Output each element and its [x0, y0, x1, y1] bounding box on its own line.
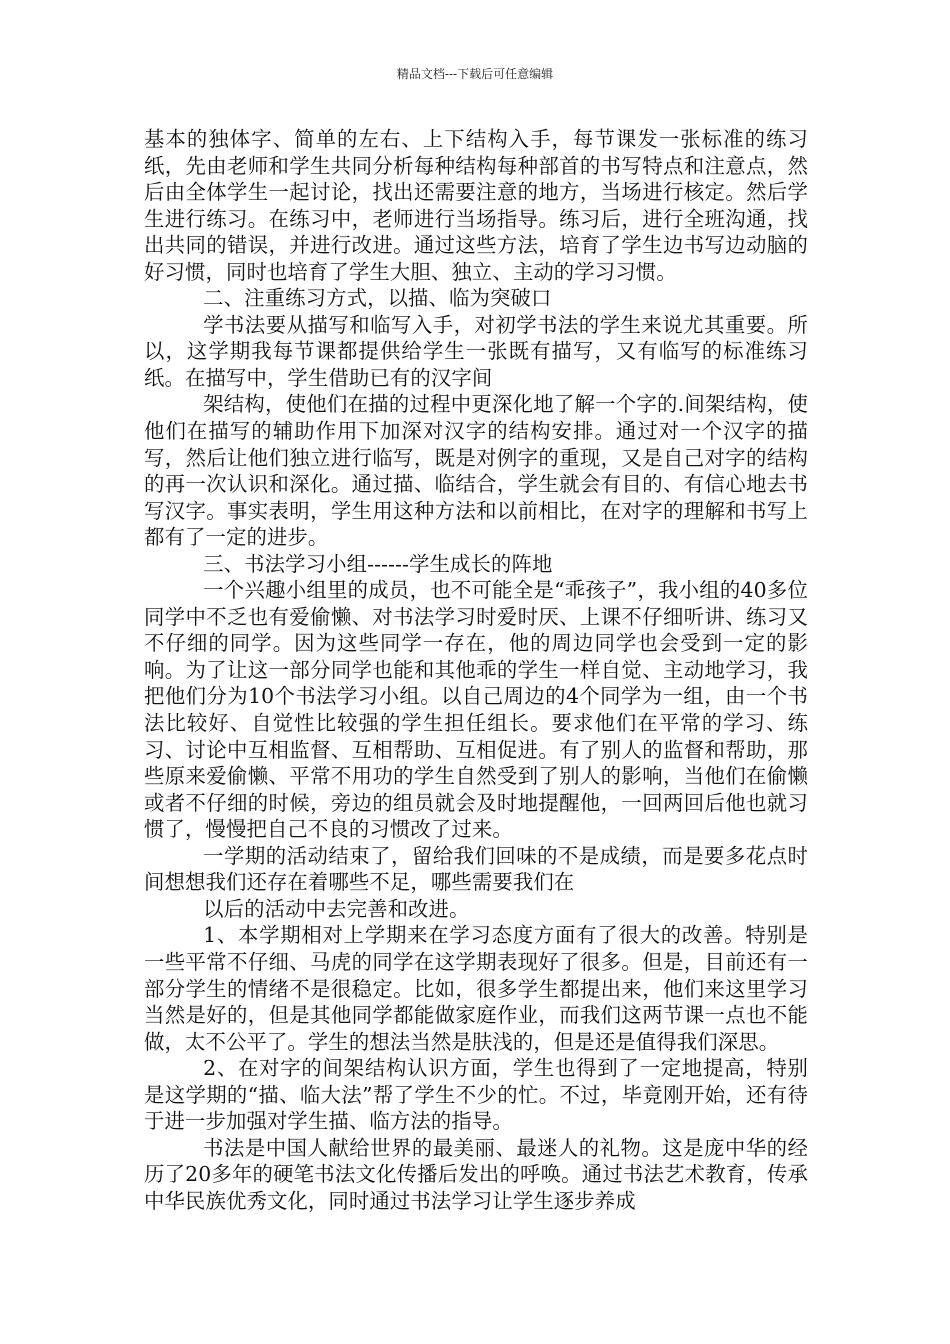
paragraph: 学书法要从描写和临写入手，对初学书法的学生来说尤其重要。所以，这学期我每节课都提供给学生一张既有描写，又有临写的标准练习纸。在描写中，学生借助已有的汉字间	[144, 312, 808, 390]
page-header: 精品文档---下载后可任意编辑	[396, 67, 554, 81]
paragraph: 一学期的活动结束了，留给我们回味的不是成绩，而是要多花点时间想想我们还存在着哪些不足，哪些需要我们在	[144, 843, 808, 895]
section-heading: 二、注重练习方式，以描、临为突破口	[203, 286, 552, 311]
paragraph: 架结构，使他们在描的过程中更深化地了解一个字的.间架结构，使他们在描写的辅助作用下加深对汉字的结构安排。通过对一个汉字的描写，然后让他们独立进行临写，既是对例字的重现，又是自己对字的结构的再一次认识和深化。通过描、临结合，学生就会有目的、有信心地去书写汉字。事实表明，学生用这种方法和以前相比，在对字的理解和书写上都有了一定的进步。	[144, 392, 808, 550]
paragraph: 一个兴趣小组里的成员，也不可能全是“乖孩子”，我小组的40多位同学中不乏也有爱偷懒、对书法学习时爱时厌、上课不仔细听讲、练习又不仔细的同学。因为这些同学一存在，他的周边同学也会受到一定的影响。为了让这一部分同学也能和其他乖的学生一样自觉、主动地学习，我把他们分为10个书法学习小组。以自己周边的4个同学为一组，由一个书法比较好、自觉性比较强的学生担任组长。要求他们在平常的学习、练习、讨论中互相监督、互相帮助、互相促进。有了别人的监督和帮助，那些原来爱偷懒、平常不用功的学生自然受到了别人的影响，当他们在偷懒或者不仔细的时候，旁边的组员就会及时地提醒他，一回两回后他也就习惯了，慢慢把自己不良的习惯改了过来。	[144, 578, 808, 842]
paragraph: 以后的活动中去完善和改进。	[203, 896, 470, 921]
list-item: 2、在对字的间架结构认识方面，学生也得到了一定地提高，特别是这学期的“描、临大法”帮了学生不少的忙。不过，毕竟刚开始，还有待于进一步加强对学生描、临方法的指导。	[144, 1056, 808, 1134]
document-body	[144, 126, 808, 1214]
paragraph: 书法是中国人献给世界的最美丽、最迷人的礼物。这是庞中华的经历了20多年的硬笔书法文化传播后发出的呼唤。通过书法艺术教育，传承中华民族优秀文化，同时通过书法学习让学生逐步养成	[144, 1135, 808, 1213]
section-heading: 三、书法学习小组------学生成长的阵地	[203, 551, 553, 576]
paragraph: 基本的独体字、简单的左右、上下结构入手，每节课发一张标准的练习纸，先由老师和学生共同分析每种结构每种部首的书写特点和注意点，然后由全体学生一起讨论，找出还需要注意的地方，当场进行核定。然后学生进行练习。在练习中，老师进行当场指导。练习后，进行全班沟通，找出共同的错误，并进行改进。通过这些方法，培育了学生边书写边动脑的好习惯，同时也培育了学生大胆、独立、主动的学习习惯。	[144, 127, 808, 284]
list-item: 1、本学期相对上学期来在学习态度方面有了很大的改善。特别是一些平常不仔细、马虎的同学在这学期表现好了很多。但是，目前还有一部分学生的情绪不是很稳定。比如，很多学生都提出来，他们来这里学习当然是好的，但是其他同学都能做家庭作业，而我们这两节课一点也不能做，太不公平了。学生的想法当然是肤浅的，但是还是值得我们深思。	[144, 923, 808, 1054]
